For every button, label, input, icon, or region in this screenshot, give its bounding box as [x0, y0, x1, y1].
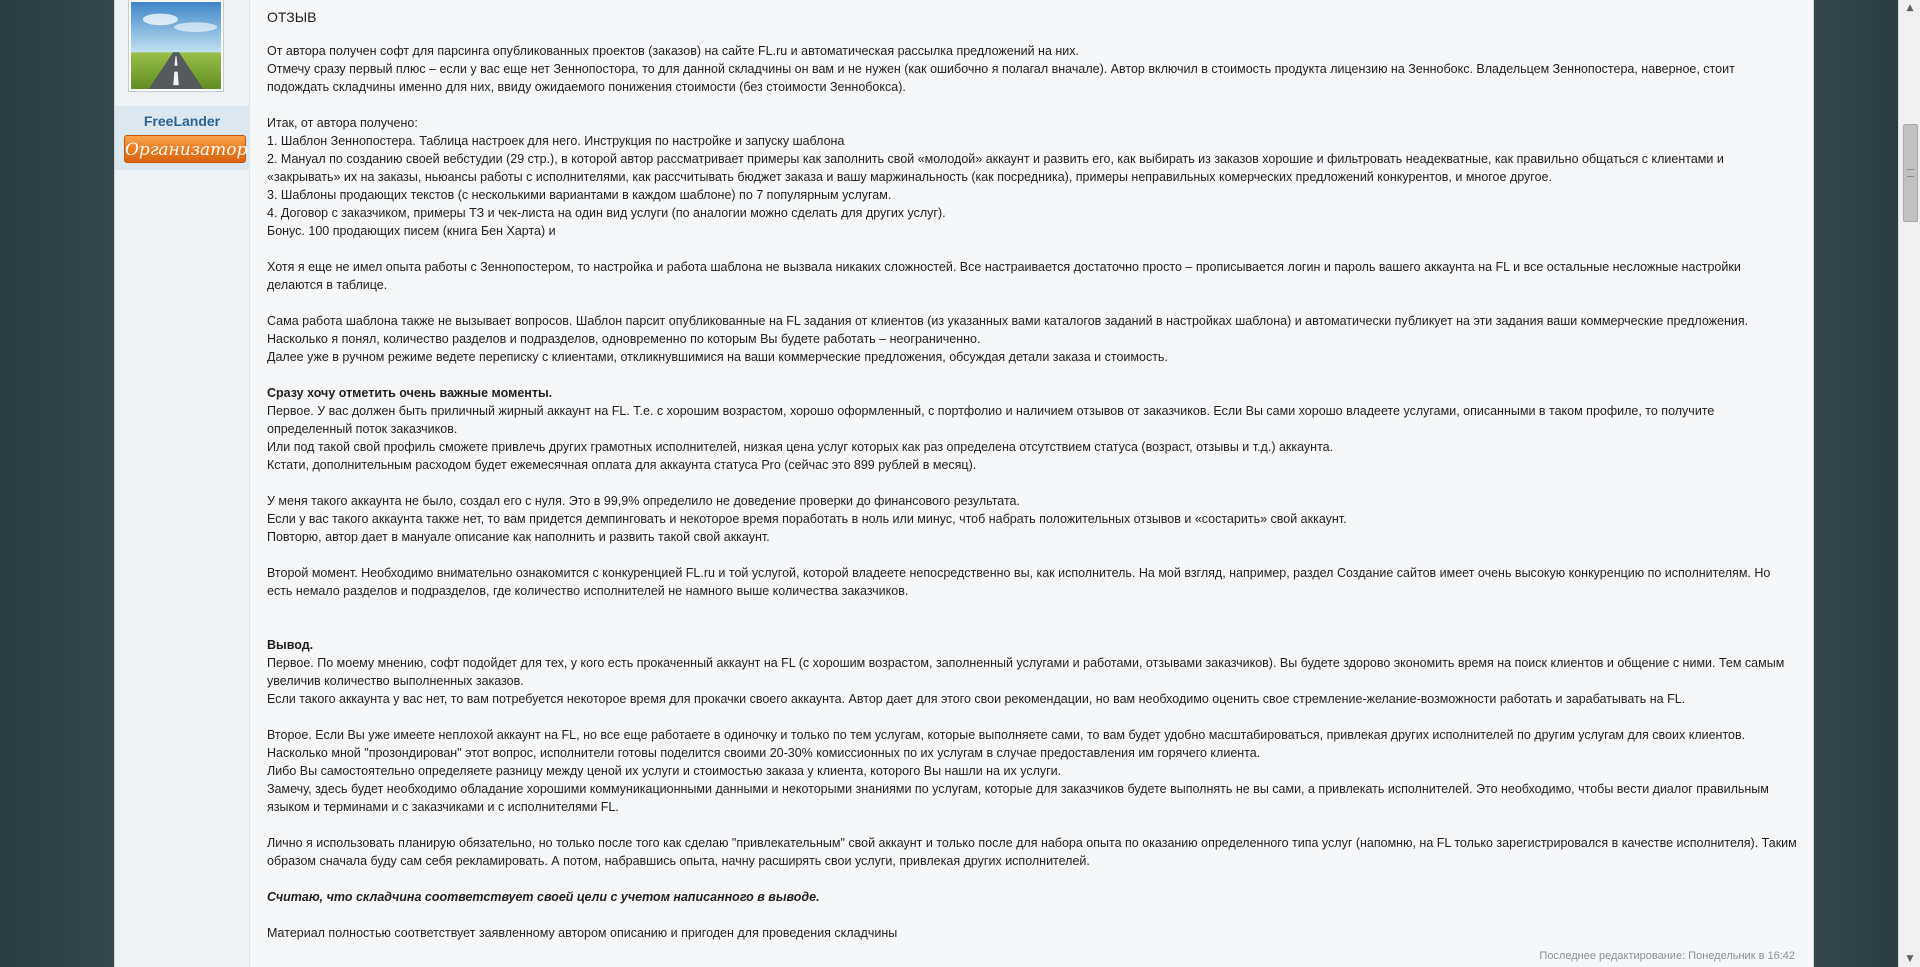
- post-paragraph: Кстати, дополнительным расходом будет ежемесячная оплата для аккаунта статуса Pro (сейчас это 899 рублей в месяц).: [267, 458, 977, 472]
- post-paragraph: Итак, от автора получено:: [267, 116, 418, 130]
- post-message-body: [267, 8, 1797, 942]
- post-paragraph: Лично я использовать планирую обязательно, но только после того как сделаю "привлекательным" свой аккаунт и только после для набора опыта по оказанию определенного типа услуг (напомню, на FL только зарегистрировался в качестве исполнителя). Таким образом сначала буду сам себя рекламировать. А потом, набравшись опыта, начну расширять свои услуги, привлекая других исполнителей.: [267, 836, 1797, 868]
- post-paragraph: Второе. Если Вы уже имеете неплохой аккаунт на FL, но все еще работаете в одиночку и только по тем услугам, которые выполняете сами, то вам будет удобно масштабироваться, привлекая других исполнителей по другим услугам для своих клиентов. Насколько мной "прозондирован" этот вопрос, исполнители готовы поделится своими 20-30% комиссионных по их услугам в случае предоставления им горячего клиента.: [267, 728, 1746, 760]
- post-emphasis-line: Вывод.: [267, 638, 314, 652]
- page-background-right: [1812, 0, 1898, 967]
- paragraph-spacer: [267, 870, 1797, 888]
- vertical-scrollbar[interactable]: [1898, 0, 1920, 967]
- post-user-column: [115, 0, 250, 967]
- paragraph-spacer: [267, 294, 1797, 312]
- paragraph-spacer: [267, 600, 1797, 618]
- paragraph-spacer: [267, 96, 1797, 114]
- post-paragraph: 3. Шаблоны продающих текстов (с несколькими вариантами в каждом шаблоне) по 7 популярным услугам.: [267, 188, 892, 202]
- paragraph-spacer: [267, 906, 1797, 924]
- paragraph-spacer: [267, 240, 1797, 258]
- paragraph-spacer: [267, 474, 1797, 492]
- road-landscape-icon: [131, 2, 221, 89]
- paragraph-spacer: [267, 618, 1797, 636]
- paragraph-spacer: [267, 816, 1797, 834]
- user-info-panel: [115, 106, 249, 170]
- scroll-up-icon[interactable]: ▲: [1906, 3, 1914, 13]
- paragraph-spacer: [267, 546, 1797, 564]
- post-paragraph: Первое. По моему мнению, софт подойдет для тех, у кого есть прокаченный аккаунт на FL (с хорошим возрастом, заполненный услугами и работами, отзывами заказчиков). Вы будете здорово экономить время на поиск клиентов и общение с ними. Тем самым увеличив количество выполненных заказов.: [267, 656, 1785, 688]
- post-heading: ОТЗЫВ: [267, 9, 317, 25]
- post-paragraph: Или под такой свой профиль сможете привлечь других грамотных исполнителей, низкая цена услуг которых как раз определена отсутствием статуса (возраст, отзывы и т.д.) аккаунта.: [267, 440, 1334, 454]
- post-paragraph: Замечу, здесь будет необходимо обладание хорошими коммуникационными данными и некоторыми знаниями по услугам, которые для заказчиков будете выполнять не вы сами, а привлекать исполнителей. Это необходимо, чтобы вести диалог правильным языком и терминами и с заказчиками и с исполнителями FL.: [267, 782, 1769, 814]
- post-emphasis-line: Считаю, что складчина соответствует своей цели с учетом написанного в выводе.: [267, 890, 820, 904]
- scrollbar-thumb[interactable]: [1903, 124, 1918, 222]
- post-paragraph: Либо Вы самостоятельно определяете разницу между ценой их услуги и стоимостью заказа у клиента, которого Вы нашли на их услуги.: [267, 764, 1062, 778]
- page-background-left: [0, 0, 114, 967]
- paragraph-spacer: [267, 366, 1797, 384]
- post-paragraph: От автора получен софт для парсинга опубликованных проектов (заказов) на сайте FL.ru и автоматическая рассылка предложений на них.: [267, 44, 1079, 58]
- post-paragraph: Сама работа шаблона также не вызывает вопросов. Шаблон парсит опубликованные на FL задания от клиентов (из указанных вами каталогов заданий в настройках шаблона) и автоматически публикует на эти задания ваши коммерческие предложения. Насколько я понял, количество разделов и подразделов, одновременно по которым Вы будете работать – неограниченно.: [267, 314, 1749, 346]
- post-paragraph: 2. Мануал по созданию своей вебстудии (29 стр.), в которой автор рассматривает примеры как заполнить свой «молодой» аккаунт и развить его, как выбирать из заказов хорошие и фильтровать неадекватные, как правильно общаться с клиентами и «закрывать» их на заказы, ньюансы работы с исполнителями, как рассчитывать бюджет заказа и вашу маржинальность (как посредника), примеры неправильных комерческих предложений конкурентов, и многое другое.: [267, 152, 1724, 184]
- organizer-badge: Организатор: [124, 135, 246, 163]
- post-paragraph: 1. Шаблон Зеннопостера. Таблица настроек для него. Инструкция по настройке и запуску шаблона: [267, 134, 845, 148]
- last-edit-note: Последнее редактирование: Понедельник в 16:42: [1539, 950, 1795, 962]
- post-paragraph: Отмечу сразу первый плюс – если у вас еще нет Зеннопостора, то для данной складчины он вам и не нужен (как ошибочно я полагал вначале). Автор включил в стоимость продукта лицензию на Зеннобокс. Владельцем Зеннопостера, наверное, стоит подождать складчины именно для них, ввиду ожидаемого понижения стоимости (без стоимости Зеннобокса).: [267, 62, 1735, 94]
- post-paragraph: Далее уже в ручном режиме ведете переписку с клиентами, откликнувшимися на ваши коммерческие предложения, обсуждая детали заказа и стоимость.: [267, 350, 1168, 364]
- post-emphasis-line: Сразу хочу отметить очень важные моменты.: [267, 386, 553, 400]
- user-avatar[interactable]: [128, 0, 224, 92]
- scrollbar-grip-icon: [1907, 169, 1914, 177]
- post-paragraph: У меня такого аккаунта не было, создал его с нуля. Это в 99,9% определило не доведение проверки до финансового результата.: [267, 494, 1020, 508]
- forum-post: [114, 0, 1814, 967]
- post-paragraph: Если такого аккаунта у вас нет, то вам потребуется некоторое время для прокачки своего аккаунта. Автор дает для этого свои рекомендации, но вам необходимо оценить свое стремление-желание-возможности работать и зарабатывать на FL.: [267, 692, 1686, 706]
- username-link[interactable]: FreeLander: [143, 113, 221, 129]
- post-paragraph: Материал полностью соответствует заявленному автором описанию и пригоден для проведения складчины: [267, 926, 898, 940]
- post-paragraph: Повторю, автор дает в мануале описание как наполнить и развить такой свой аккаунт.: [267, 530, 770, 544]
- post-paragraph: Первое. У вас должен быть приличный жирный аккаунт на FL. Т.е. с хорошим возрастом, хорошо оформленный, с портфолио и наличием отзывов от заказчиков. Если Вы сами хорошо владеете услугами, описанными в таком профиле, то получите определенный поток заказчиков.: [267, 404, 1715, 436]
- post-paragraph: Если у вас такого аккаунта также нет, то вам придется демпинговать и некоторое время поработать в ноль или минус, чтоб набрать положительных отзывов и «состарить» свой аккаунт.: [267, 512, 1347, 526]
- post-paragraph: Второй момент. Необходимо внимательно ознакомится с конкуренцией FL.ru и той услугой, которой владеете непосредственно вы, как исполнитель. На мой взгляд, например, раздел Создание сайтов имеет очень высокую конкуренцию по исполнителям. Но есть немало разделов и подразделов, где количество исполнителей не намного выше количества заказчиков.: [267, 566, 1771, 598]
- paragraph-spacer: [267, 708, 1797, 726]
- scroll-down-icon[interactable]: ▼: [1906, 954, 1914, 964]
- post-paragraph: Бонус. 100 продающих писем (книга Бен Харта) и: [267, 224, 556, 238]
- post-paragraph: Хотя я еще не имел опыта работы с Зеннопостером, то настройка и работа шаблона не вызвала никаких сложностей. Все настраивается достаточно просто – прописывается логин и пароль вашего аккаунта на FL и все остальные несложные настройки делаются в таблице.: [267, 260, 1741, 292]
- post-paragraph: 4. Договор с заказчиком, примеры ТЗ и чек-листа на один вид услуги (по аналогии можно сделать для других услуг).: [267, 206, 946, 220]
